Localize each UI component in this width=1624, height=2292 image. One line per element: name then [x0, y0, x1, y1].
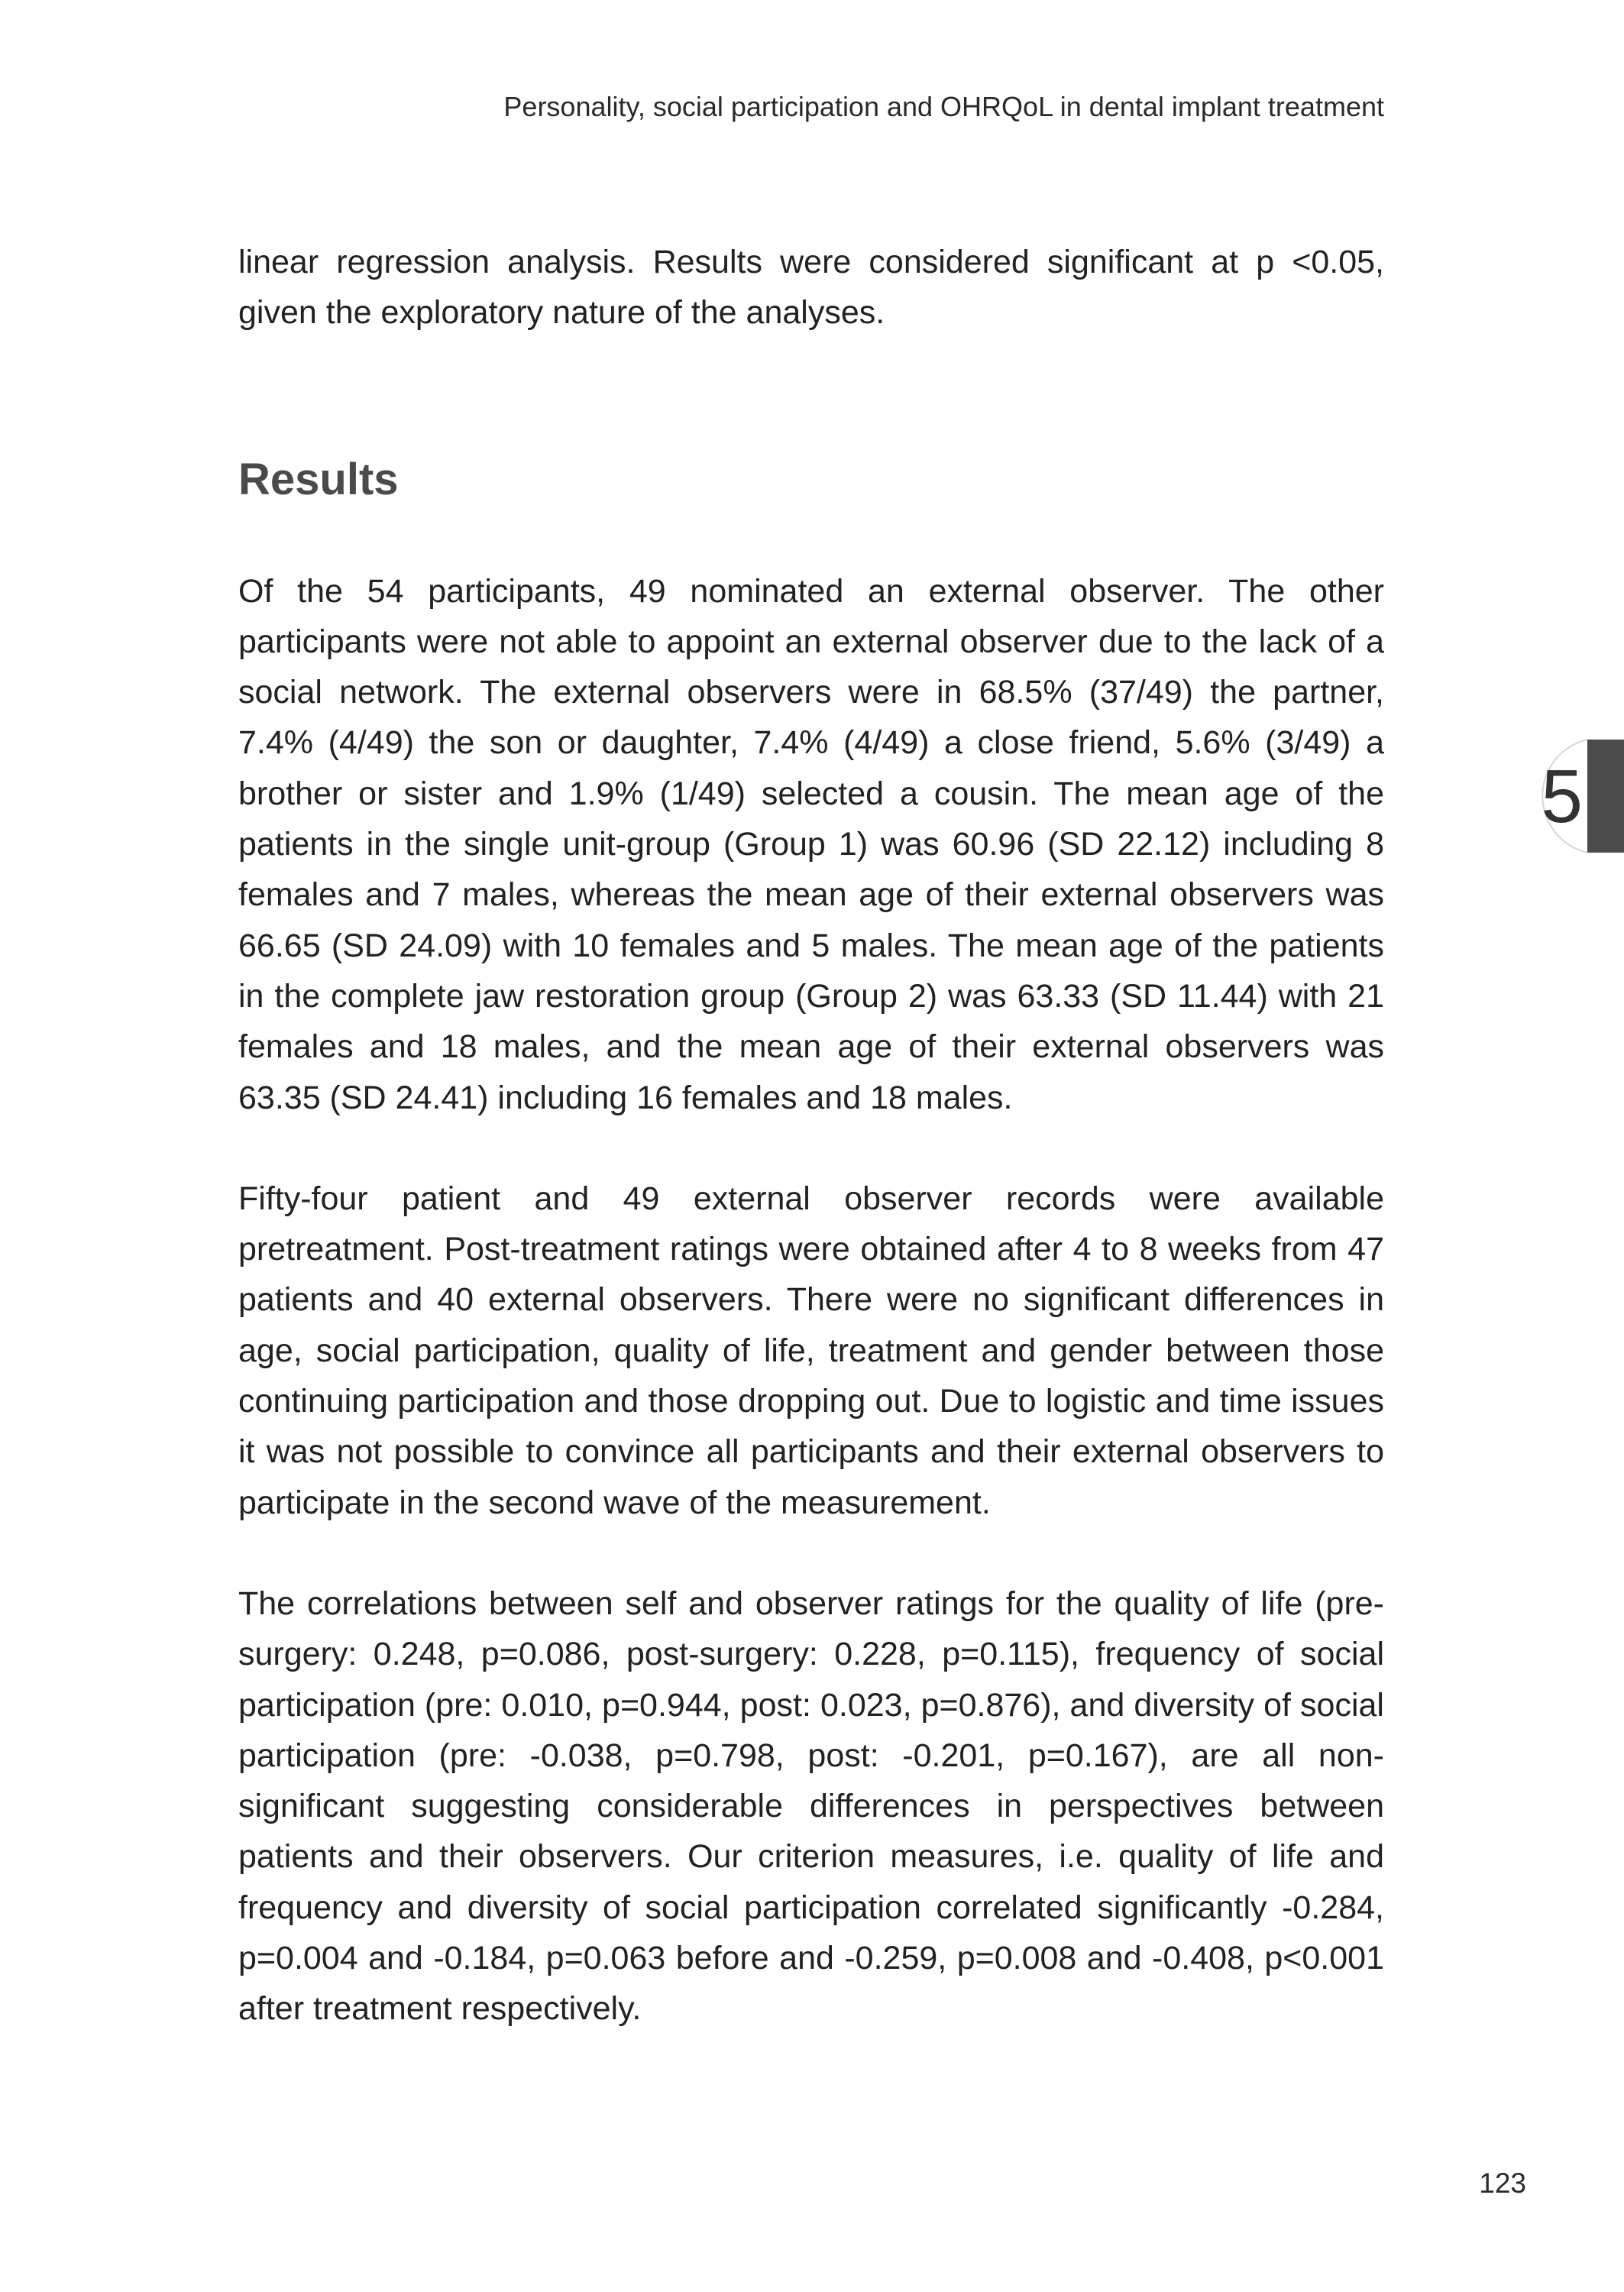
page-number: 123 [1479, 2167, 1526, 2199]
running-header: Personality, social participation and OHRQoL in dental implant treatment [503, 91, 1384, 122]
chapter-tab [1587, 740, 1624, 853]
chapter-number: 5 [1541, 754, 1583, 838]
results-paragraph-correlations: The correlations between self and observer ratings for the quality of life (pre-surgery: 0.248, p=0.086, post-surgery: 0.228, p=0.115), frequency of social participation (pre: 0.010, p=0.944, post: 0.023, p=0.876), and diversity of social participation (pre: -0.038, p=0.798, post: -0.201, p=0.167), are all non-significant suggesting considerable differences in perspectives between patients and their observers. Our criterion measures, i.e. quality of life and frequency and diversity of social participation correlated significantly -0.284, p=0.004 and -0.184, p=0.063 before and -0.259, p=0.008 and -0.408, p<0.001 after treatment respectively. [238, 1585, 1384, 2028]
intro-paragraph: linear regression analysis. Results were considered significant at p <0.05, given the exploratory nature of the analyses. [238, 244, 1384, 332]
section-heading-results: Results [238, 454, 399, 504]
results-paragraph-participants: Of the 54 participants, 49 nominated an external observer. The other participants were not able to appoint an external observer due to the lack of a social network. The external observers were in 68.5% (37/49) the partner, 7.4% (4/49) the son or daughter, 7.4% (4/49) a close friend, 5.6% (3/49) a brother or sister and 1.9% (1/49) selected a cousin. The mean age of the patients in the single unit-group (Group 1) was 60.96 (SD 22.12) including 8 females and 7 males, whereas the mean age of their external observers was 66.65 (SD 24.09) with 10 females and 5 males. The mean age of the patients in the complete jaw restoration group (Group 2) was 63.33 (SD 11.44) with 21 females and 18 males, and the mean age of their external observers was 63.35 (SD 24.41) including 16 females and 18 males. [238, 572, 1384, 1116]
results-paragraph-records: Fifty-four patient and 49 external observer records were available pretreatment. Post-treatment ratings were obtained after 4 to 8 weeks from 47 patients and 40 external observers. There were no significant differences in age, social participation, quality of life, treatment and gender between those continuing participation and those dropping out. Due to logistic and time issues it was not possible to convince all participants and their external observers to participate in the second wave of the measurement. [238, 1180, 1384, 1521]
page-body [238, 237, 1384, 2035]
